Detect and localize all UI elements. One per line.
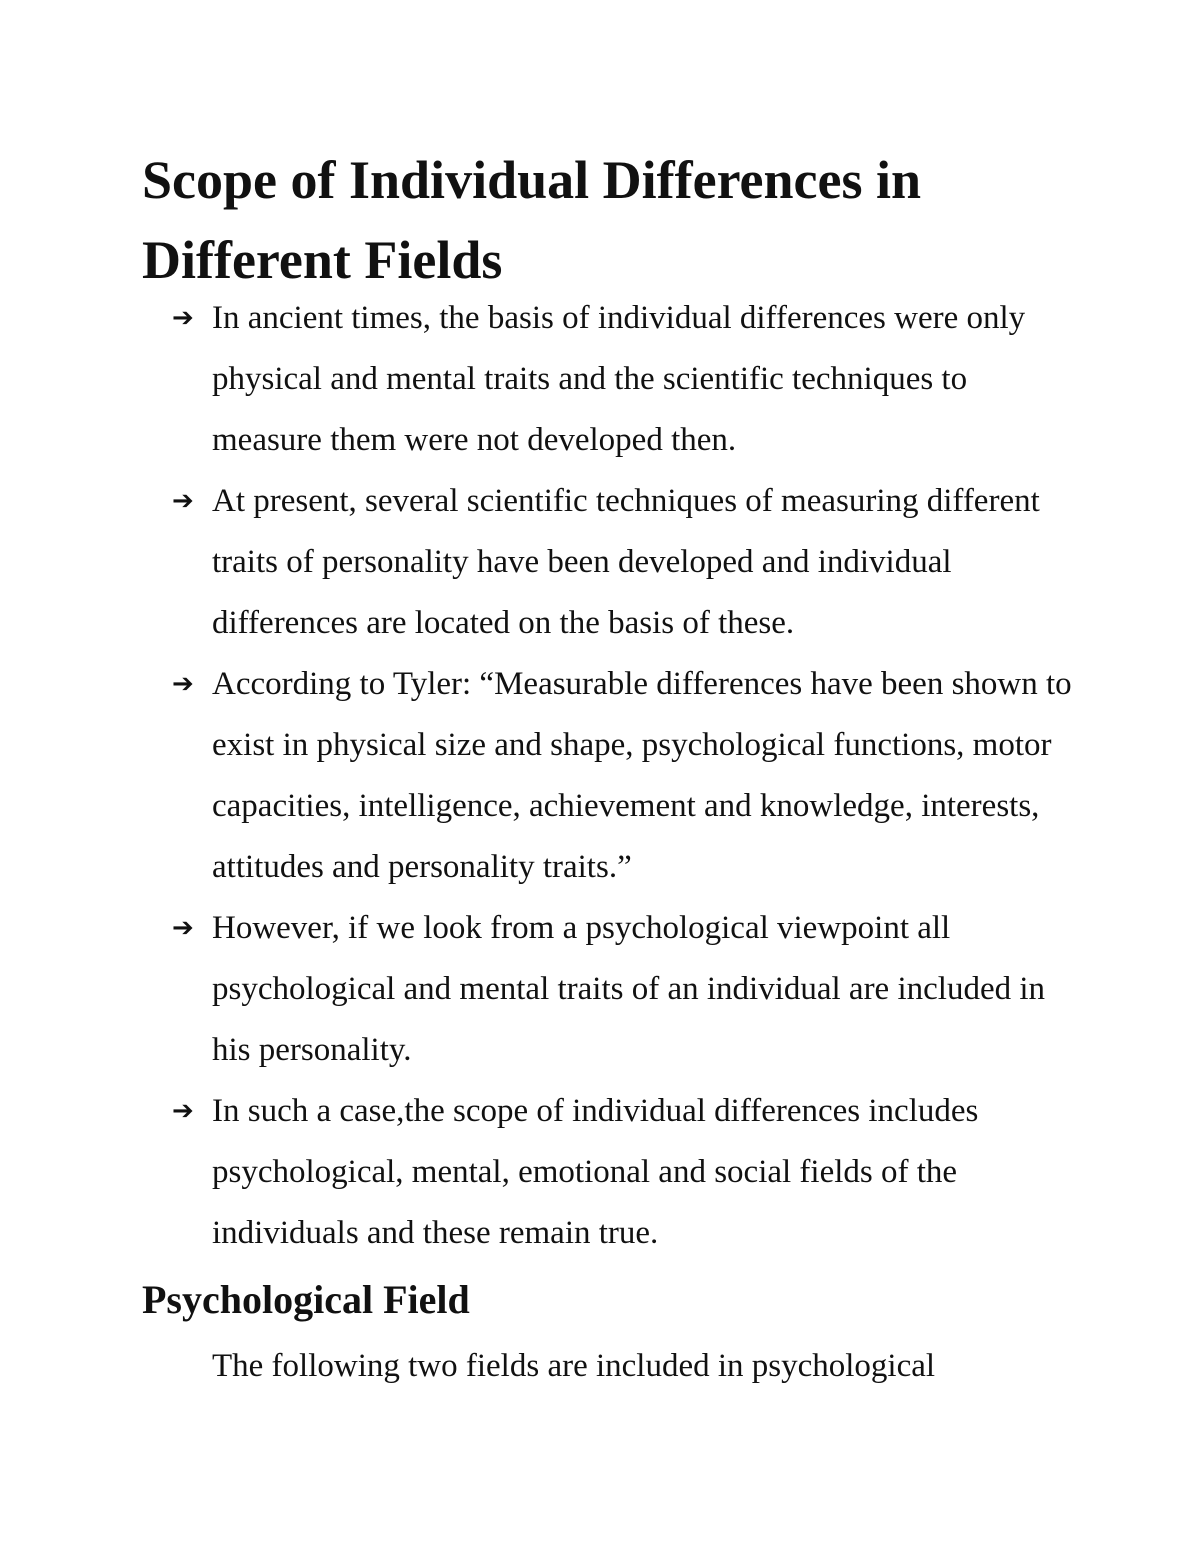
list-item — [172, 654, 1072, 898]
list-item — [172, 1081, 1072, 1264]
body-paragraph: The following two fields are included in psychological — [212, 1348, 936, 1384]
arrow-bullet-icon: ➔ — [172, 913, 194, 943]
list-item-text: According to Tyler: “Measurable differences have been shown to exist in physical size and shape, psychological functions, motor capacities, intelligence, achievement and knowledge, interests, attitudes and personality traits.” — [212, 666, 1072, 885]
arrow-bullet-icon: ➔ — [172, 669, 194, 699]
section-heading: Psychological Field — [142, 1277, 470, 1322]
page-title: Scope of Individual Differences in Different Fields — [142, 150, 922, 290]
list-item-text: In ancient times, the basis of individual differences were only physical and mental traits and the scientific techniques to measure them were not developed then. — [212, 300, 1026, 458]
list-item-text: In such a case,the scope of individual differences includes psychological, mental, emotional and social fields of the individuals and these remain true. — [212, 1093, 979, 1251]
list-item — [172, 288, 1072, 471]
list-item — [172, 471, 1072, 654]
arrow-bullet-icon: ➔ — [172, 1096, 194, 1126]
list-item-text: However, if we look from a psychological viewpoint all psychological and mental traits of an individual are included in his personality. — [212, 910, 1046, 1068]
bullet-list — [172, 288, 1072, 1264]
arrow-bullet-icon: ➔ — [172, 303, 194, 333]
list-item-text: At present, several scientific techniques of measuring different traits of personality have been developed and individual differences are located on the basis of these. — [212, 483, 1040, 641]
list-item — [172, 898, 1072, 1081]
arrow-bullet-icon: ➔ — [172, 486, 194, 516]
